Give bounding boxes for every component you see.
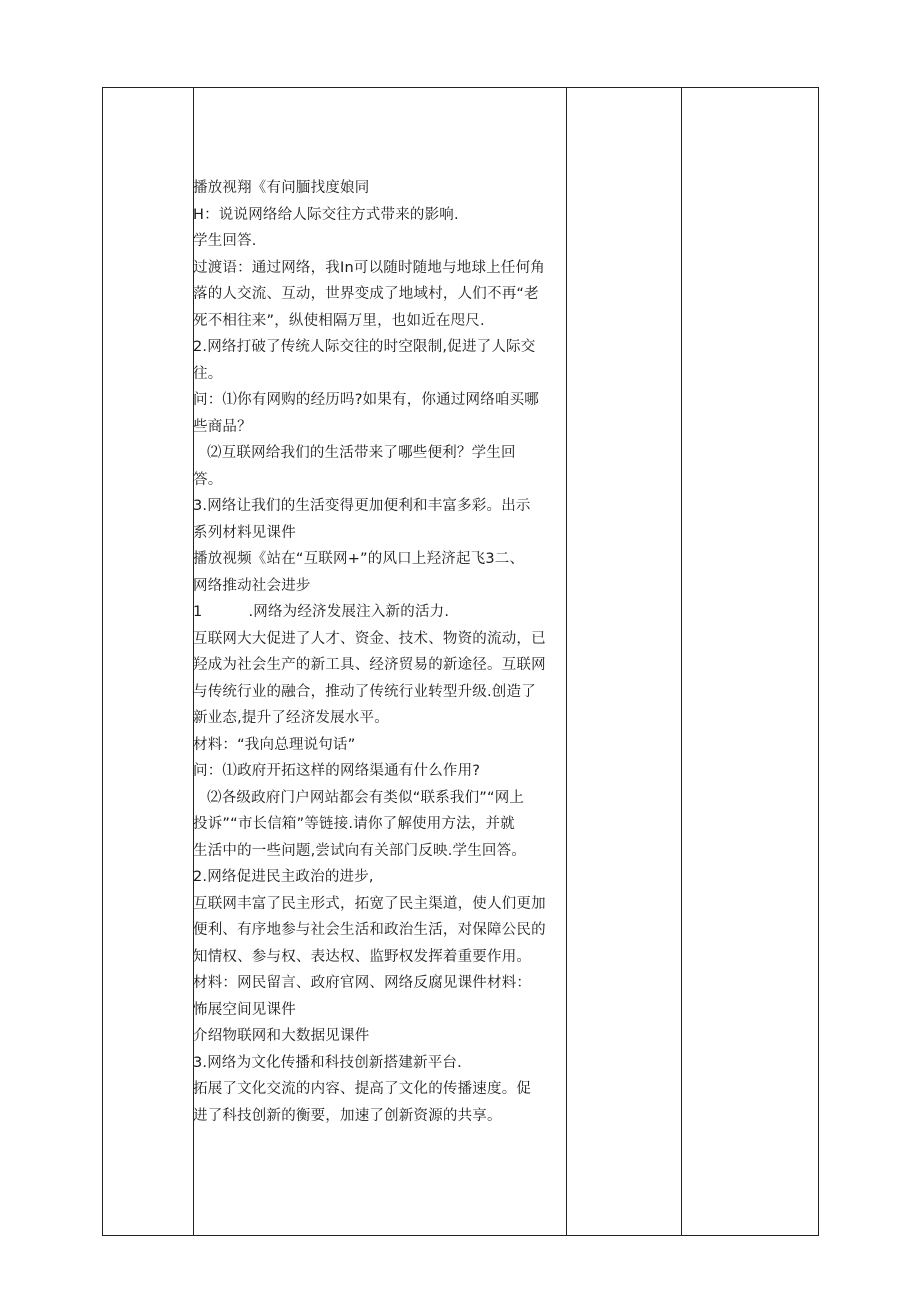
text-line: 网络推动社会进步 <box>193 577 311 594</box>
heading-number: 1 <box>193 604 203 620</box>
numbered-heading <box>193 599 565 626</box>
text-line: 互联网大大促进了人才、资金、技术、物资的流动，已 <box>193 630 546 647</box>
text-line: H：说说网络给人际交往方式带来的影响. <box>193 206 459 223</box>
text-line: 3.网络为文化传播和科技创新搭建新平台. <box>193 1054 462 1071</box>
text-line: 与传统行业的融合，推动了传统行业转型升级.创造了 <box>193 683 536 700</box>
text-line: 系列材料见课件 <box>193 524 296 541</box>
text-line: 便利、有序地参与社会生活和政治生活，对保障公民的 <box>193 922 546 938</box>
text-line: 进了科技创新的衡要，加速了创新资源的共享。 <box>193 1107 502 1124</box>
text-line: 问：⑴政府开拓这样的网络渠通有什么作用? <box>193 763 481 779</box>
text-line: 落的人交流、互动，世界变成了地域村，人们不再“老 <box>193 286 539 302</box>
column-divider <box>566 88 567 1235</box>
text-line: 羟成为社会生产的新工具、经济贸易的新途径。互联网 <box>193 657 546 673</box>
text-line: 往。 <box>193 365 223 382</box>
text-line: 投诉”“市长信箱”等链接.请你了解使用方法，并就 <box>193 816 515 832</box>
teaching-process-cell <box>193 175 565 1129</box>
text-line: 生活中的一些问题,尝试向有关部门反映.学生回答。 <box>193 842 527 859</box>
text-line: ⑵各级政府门户网站都会有类似“联系我们”“网上 <box>207 789 525 806</box>
text-line: 互联网丰富了民主形式，拓宽了民主渠道，使人们更加 <box>193 895 546 912</box>
text-line: ⑵互联网给我们的生活带来了哪些便利？学生回 <box>207 445 516 461</box>
text-line: 问：⑴你有网购的经历吗?如果有，你通过网络咱买哪 <box>193 392 539 408</box>
text-line: 答。 <box>193 471 223 488</box>
text-line: 知情权、参与权、表达权、监野权发挥着重要作用。 <box>193 948 532 965</box>
text-line: 介绍物联网和大数据见课件 <box>193 1028 370 1044</box>
text-line: 怖展空间见课件 <box>193 1001 296 1018</box>
text-line: 些商品？ <box>193 418 252 435</box>
text-line: 材料：“我向总理说句话” <box>193 736 356 753</box>
text-line: 过渡语：通过网络，我In可以随时随地与地球上任何角 <box>193 259 545 276</box>
text-line: 材料：网民留言、政府官网、网络反腐见课件材料： <box>193 975 532 991</box>
text-line: 播放视频《站在“互联网+”的风口上羟济起飞3二、 <box>193 551 525 567</box>
text-line: 3.网络让我们的生活变得更加便利和丰富多彩。出示 <box>193 498 531 514</box>
heading-text: .网络为经济发展注入新的活力. <box>248 604 450 620</box>
text-line: 2.网络促进民主政治的进步, <box>193 869 374 885</box>
text-line: 学生回答. <box>193 233 257 249</box>
text-line: 新业态,提升了经济发展水平。 <box>193 710 389 726</box>
text-line: 死不相往来”，纵使相隔万里，也如近在咫尺. <box>193 312 485 329</box>
text-line: 播放视翔《有问腼找度娘同 <box>193 180 370 196</box>
text-line: 2.网络打破了传统人际交往的时空限制,促进了人际交 <box>193 339 536 355</box>
column-divider <box>681 88 682 1235</box>
text-line: 拓展了文化交流的内容、提高了文化的传播速度。促 <box>193 1081 532 1097</box>
